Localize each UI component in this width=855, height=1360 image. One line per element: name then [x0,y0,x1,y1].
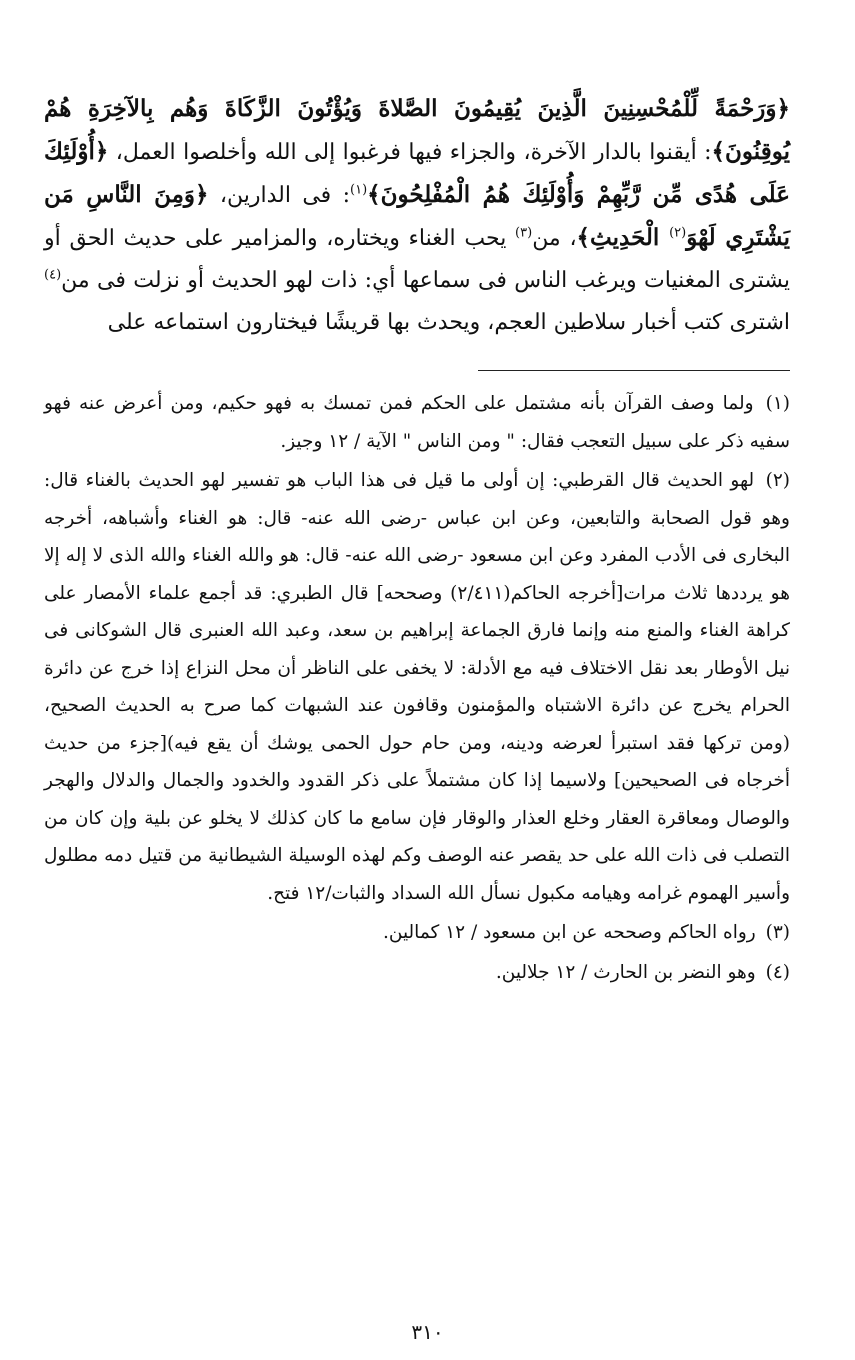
commentary-1: : أيقنوا بالدار الآخرة، والجزاء فيها فرغبوا إلى الله وأخلصوا العمل، [108,140,712,165]
footnote-ref-4[interactable]: (٤) [44,267,62,283]
page-number: ٣١٠ [411,1320,444,1344]
footnote-number: (٢) [765,470,790,491]
footnote-1 [44,385,790,460]
main-paragraph [44,88,790,344]
quran-verse-3b: الْحَدِيثِ﴾ [576,224,670,251]
footnotes-section [44,385,790,991]
footnote-number: (٤) [765,961,790,983]
footnote-text: وهو النضر بن الحارث / ١٢ جلالين. [495,961,756,983]
quran-verse-2: ﴿أُوْلَئِكَ عَلَى هُدًى مِّن رَّبِّهِمْ وَأُوْلَئِكَ هُمُ الْمُفْلِحُونَ﴾ [44,138,790,208]
commentary-2: : فى الدارين، [208,183,351,208]
footnote-text: رواه الحاكم وصححه عن ابن مسعود / ١٢ كمالين. [383,922,756,943]
footnote-text: ولما وصف القرآن بأنه مشتمل على الحكم فمن تمسك به فهو حكيم، ومن أعرض عنه فهو سفيه ذكر على سبيل التعجب فقال: " ومن الناس " الآية / ١٢ وجيز. [44,393,790,452]
footnote-ref-1[interactable]: (١) [350,182,368,198]
footnote-separator [478,370,790,371]
footnote-number: (٣) [765,922,790,943]
footnote-4 [44,954,790,992]
commentary-5: اشترى كتب أخبار سلاطين العجم، ويحدث بها قريشًا فيختارون استماعه على [107,310,790,335]
footnote-2 [44,462,790,912]
footnote-ref-2[interactable]: (٢) [669,225,687,241]
quran-verse-3: ﴿وَمِنَ النَّاسِ مَن يَشْتَرِي لَهْوَ [44,181,790,251]
commentary-3: ، من [532,226,577,251]
commentary-4: يحب الغناء ويختاره، والمزامير على حديث الحق أو يشترى المغنيات ويرغب الناس فى سماعها أي: ذات لهو الحديث أو نزلت فى من [44,226,790,293]
quran-verse-1: ﴿وَرَحْمَةً لِّلْمُحْسِنِينَ الَّذِينَ يُقِيمُونَ الصَّلاةَ وَيُؤْتُونَ الزَّكَاةَ وَهُم بِالآخِرَةِ هُمْ يُوقِنُونَ﴾ [44,95,791,165]
footnote-text: لهو الحديث قال القرطبي: إن أولى ما قيل فى هذا الباب هو تفسير لهو الحديث بالغناء قال: وهو قول الصحابة والتابعين، وعن ابن عباس -رضى الله عنه- قال: هو الغناء وأشباهه، أخرجه البخارى فى الأدب المفرد وعن ابن مسعود -رضى الله عنه- قال: هو والله الغناء والله الذى لا إله إلا هو يرددها ثلاث مرات[أخرجه الحاكم(٢/٤١١) وصححه] قال الطبري: قد أجمع علماء الأمصار على كراهة الغناء والمنع منه وإنما فارق الجماعة إبراهيم بن سعد، وعبد الله العنبرى قال الشوكانى فى نيل الأوطار بعد نقل الاختلاف فيه مع الأدلة: لا يخفى على الناظر أن محل النزاع إذا خرج عن دائرة الحرام يخرج عن دائرة الاشتباه والمؤمنون وقافون عند الشبهات كما صرح به الحديث الصحيح، (ومن تركها فقد استبرأ لعرضه ودينه، ومن حام حول الحمى يوشك أن يقع فيه)[جزء من حديث أخرجاه فى الصحيحين] ولاسيما إذا كان مشتملاً على ذكر القدود والخدود والجمال والدلال والهجر والوصال ومعاقرة العقار وخلع العذار والوقار فإن سامع ما كان كذلك لا يخلو عن بلية وإن كان من التصلب فى ذات الله على حد يقصر عنه الوصف وكم لهذه الوسيلة الشيطانية من قتيل دمه مطلول وأسير الهموم غرامه وهيامه مكبول نسأل الله السداد والثبات/١٢ فتح. [44,470,790,904]
footnote-number: (١) [765,393,790,414]
footnote-3 [44,914,790,952]
page-content [44,88,790,993]
footnote-ref-3[interactable]: (٣) [515,225,533,241]
